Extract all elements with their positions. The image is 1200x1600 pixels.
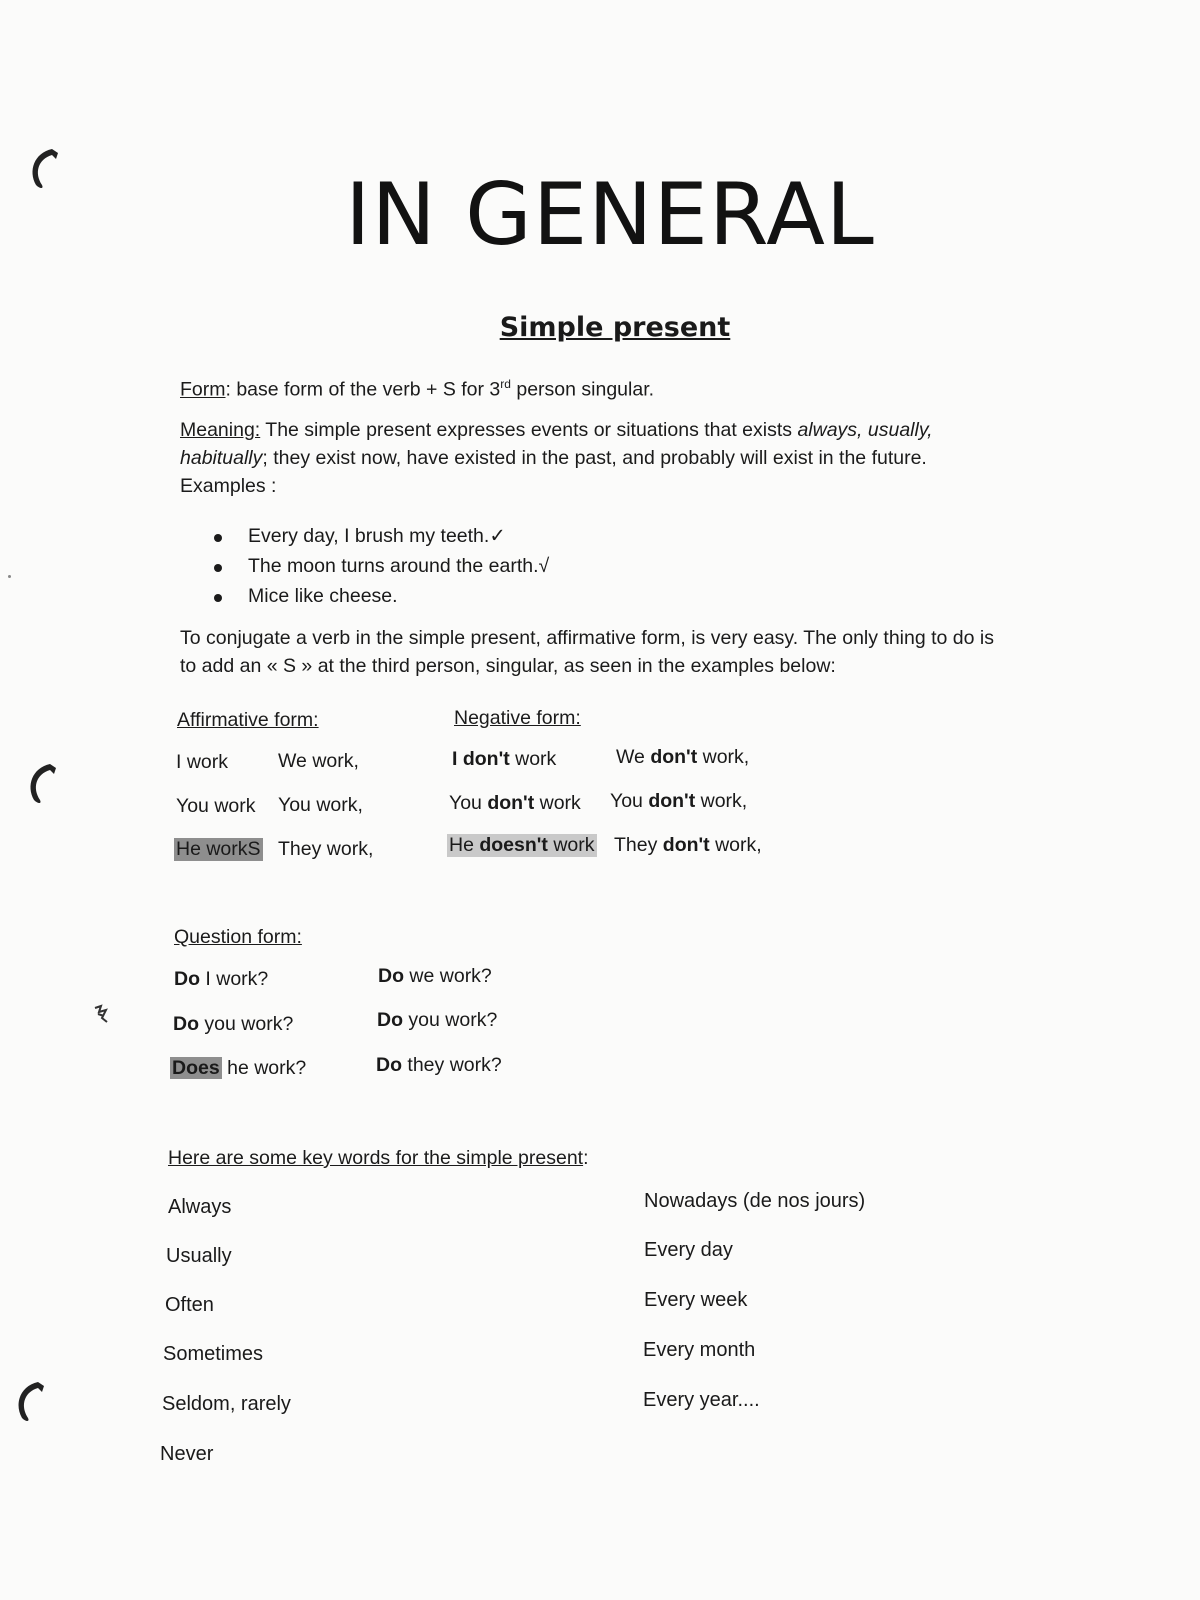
section-subtitle: Simple present — [499, 312, 731, 343]
negative-cell: They don't work, — [614, 834, 762, 856]
page-title: IN GENERAL — [345, 165, 875, 265]
keyword-left: Seldom, rarely — [162, 1393, 291, 1415]
margin-swirl-icon — [8, 1378, 48, 1424]
scan-speck — [8, 575, 11, 578]
meaning-text-2: ; they exist now, have existed in the past, and probably will exist in the future. — [262, 447, 927, 469]
form-text-end: person singular. — [510, 378, 655, 401]
bullet-icon — [214, 594, 222, 602]
examples-label: Examples : — [180, 475, 277, 497]
keyword-right: Every day — [644, 1239, 733, 1261]
question-cell: Do I work? — [174, 968, 269, 990]
keyword-left: Sometimes — [163, 1343, 264, 1365]
keyword-left: Often — [165, 1294, 214, 1316]
bullet-icon — [214, 564, 222, 572]
keyword-right: Every year.... — [643, 1389, 760, 1411]
meaning-text: The simple present expresses events or situations that exists — [260, 419, 798, 441]
affirmative-cell-highlighted: He workS — [176, 838, 261, 860]
question-cell: Do you work? — [377, 1009, 498, 1031]
affirmative-cell: We work, — [278, 750, 359, 772]
question-heading: Question form: — [174, 926, 302, 948]
list-item: The moon turns around the earth.√ — [214, 552, 549, 582]
form-text: : base form of the verb + S for 3 — [225, 378, 501, 401]
meaning-paragraph — [180, 416, 1010, 500]
question-cell: Do we work? — [378, 965, 492, 987]
meaning-label: Meaning: — [180, 419, 261, 441]
negative-cell: We don't work, — [616, 746, 750, 768]
meaning-italic: always, usually, habitually — [180, 419, 933, 469]
margin-swirl-icon — [20, 760, 60, 806]
question-cell: Do you work? — [173, 1013, 294, 1035]
form-sup: rd — [500, 377, 511, 391]
affirmative-cell: I work — [176, 751, 229, 773]
keyword-left: Always — [168, 1196, 232, 1218]
question-cell: Do they work? — [376, 1054, 502, 1076]
negative-cell: I don't work — [452, 748, 557, 770]
keyword-left: Never — [160, 1443, 214, 1465]
affirmative-heading: Affirmative form: — [177, 709, 319, 731]
keyword-right: Nowadays (de nos jours) — [644, 1190, 866, 1212]
negative-heading: Negative form: — [454, 707, 581, 729]
negative-cell: You don't work, — [610, 790, 748, 812]
affirmative-cell: You work, — [278, 794, 363, 816]
question-cell: Does he work? — [172, 1057, 307, 1079]
list-item: Mice like cheese. — [214, 582, 549, 612]
check-mark-icon: ✓ — [489, 525, 506, 547]
form-label: Form — [180, 378, 226, 401]
margin-scribble-icon — [92, 1004, 110, 1024]
list-item: Every day, I brush my teeth.✓ — [214, 522, 549, 552]
keywords-heading: Here are some key words for the simple present: — [168, 1147, 589, 1169]
conjugate-paragraph: To conjugate a verb in the simple present, affirmative form, is very easy. The only thing to do is to add an « S » at the third person, singular, as seen in the examples below: — [180, 627, 994, 677]
bullet-icon — [214, 534, 222, 542]
check-mark-icon: √ — [538, 555, 550, 577]
form-line — [180, 370, 654, 404]
keyword-right: Every week — [644, 1289, 748, 1311]
affirmative-cell: They work, — [278, 838, 374, 860]
negative-cell-highlighted: He doesn't work — [449, 834, 595, 856]
negative-cell: You don't work — [449, 792, 581, 814]
affirmative-cell: You work — [176, 795, 256, 817]
examples-list — [214, 522, 549, 612]
keyword-right: Every month — [643, 1339, 756, 1361]
keyword-left: Usually — [166, 1245, 232, 1267]
